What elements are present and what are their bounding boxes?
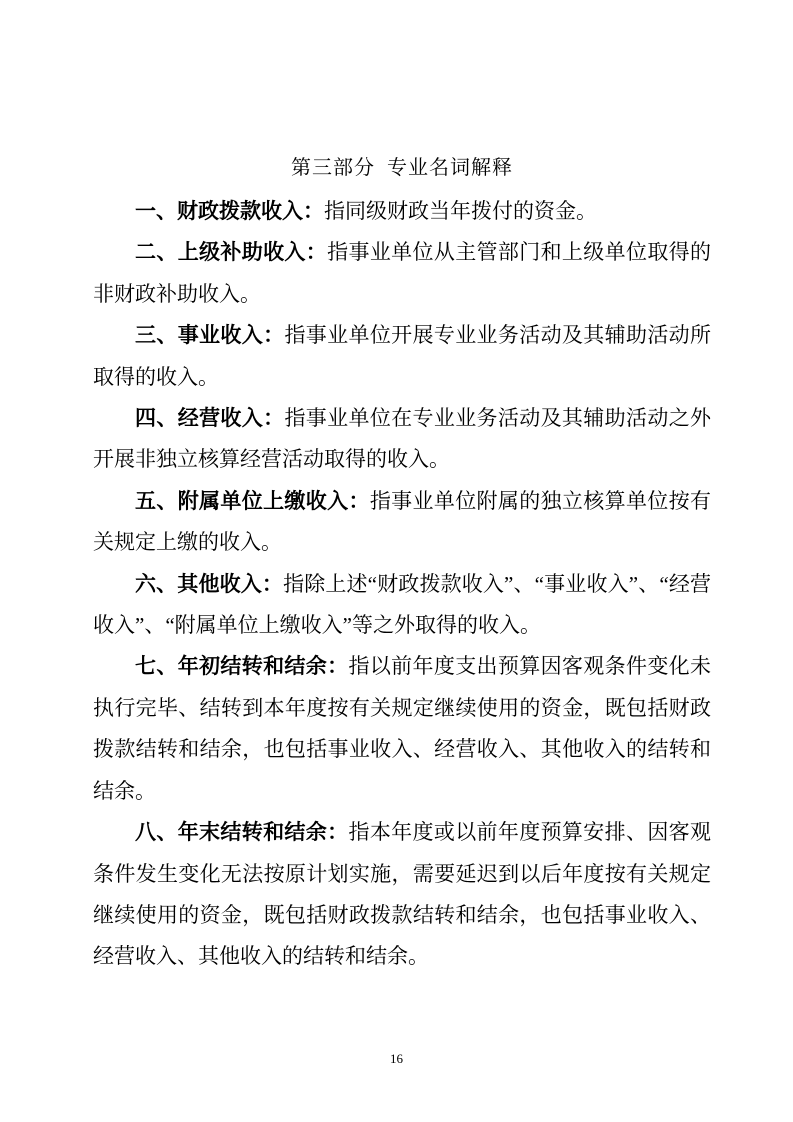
term-definition: 指事业单位在专业业务活动及其辅助活动之外开展非独立核算经营活动取得的收入。 bbox=[93, 406, 712, 472]
term-name: 六、其他收入： bbox=[135, 571, 284, 596]
term-name: 二、上级补助收入： bbox=[135, 240, 328, 265]
term-definition: 指事业单位从主管部门和上级单位取得的非财政补助收入。 bbox=[93, 240, 712, 306]
term-name: 七、年初结转和结余： bbox=[135, 654, 349, 679]
term-name: 五、附属单位上缴收入： bbox=[135, 488, 370, 513]
term-paragraph bbox=[93, 398, 711, 481]
term-paragraph bbox=[93, 315, 711, 398]
page-number: 16 bbox=[390, 1051, 403, 1066]
term-paragraph bbox=[93, 232, 711, 315]
term-name: 三、事业收入： bbox=[135, 323, 285, 348]
term-name: 一、财政拨款收入： bbox=[135, 199, 324, 223]
term-definition: 指事业单位开展专业业务活动及其辅助活动所取得的收入。 bbox=[93, 323, 712, 389]
term-definition: 指同级财政当年拨付的资金。 bbox=[324, 199, 597, 223]
term-name: 四、经营收入： bbox=[135, 406, 285, 431]
document-content bbox=[93, 147, 711, 978]
term-definition: 指除上述“财政拨款收入”、“事业收入”、“经营收入”、“附属单位上缴收入”等之外取得的收入。 bbox=[93, 571, 711, 638]
term-definition: 指本年度或以前年度预算安排、因客观条件发生变化无法按原计划实施，需要延迟到以后年度按有关规定继续使用的资金，既包括财政拨款结转和结余，也包括事业收入、经营收入、其他收入的结转和结余。 bbox=[93, 820, 712, 969]
term-paragraph bbox=[93, 191, 711, 232]
term-paragraph bbox=[93, 564, 711, 647]
term-paragraph bbox=[93, 812, 711, 978]
page-title: 第三部分 专业名词解释 bbox=[291, 157, 513, 179]
term-paragraph bbox=[93, 481, 711, 564]
term-name: 八、年末结转和结余： bbox=[135, 820, 349, 845]
term-paragraph bbox=[93, 646, 711, 812]
term-definition: 指事业单位附属的独立核算单位按有关规定上缴的收入。 bbox=[93, 488, 712, 555]
term-definition: 指以前年度支出预算因客观条件变化未执行完毕、结转到本年度按有关规定继续使用的资金，既包括财政拨款结转和结余，也包括事业收入、经营收入、其他收入的结转和结余。 bbox=[93, 654, 712, 803]
